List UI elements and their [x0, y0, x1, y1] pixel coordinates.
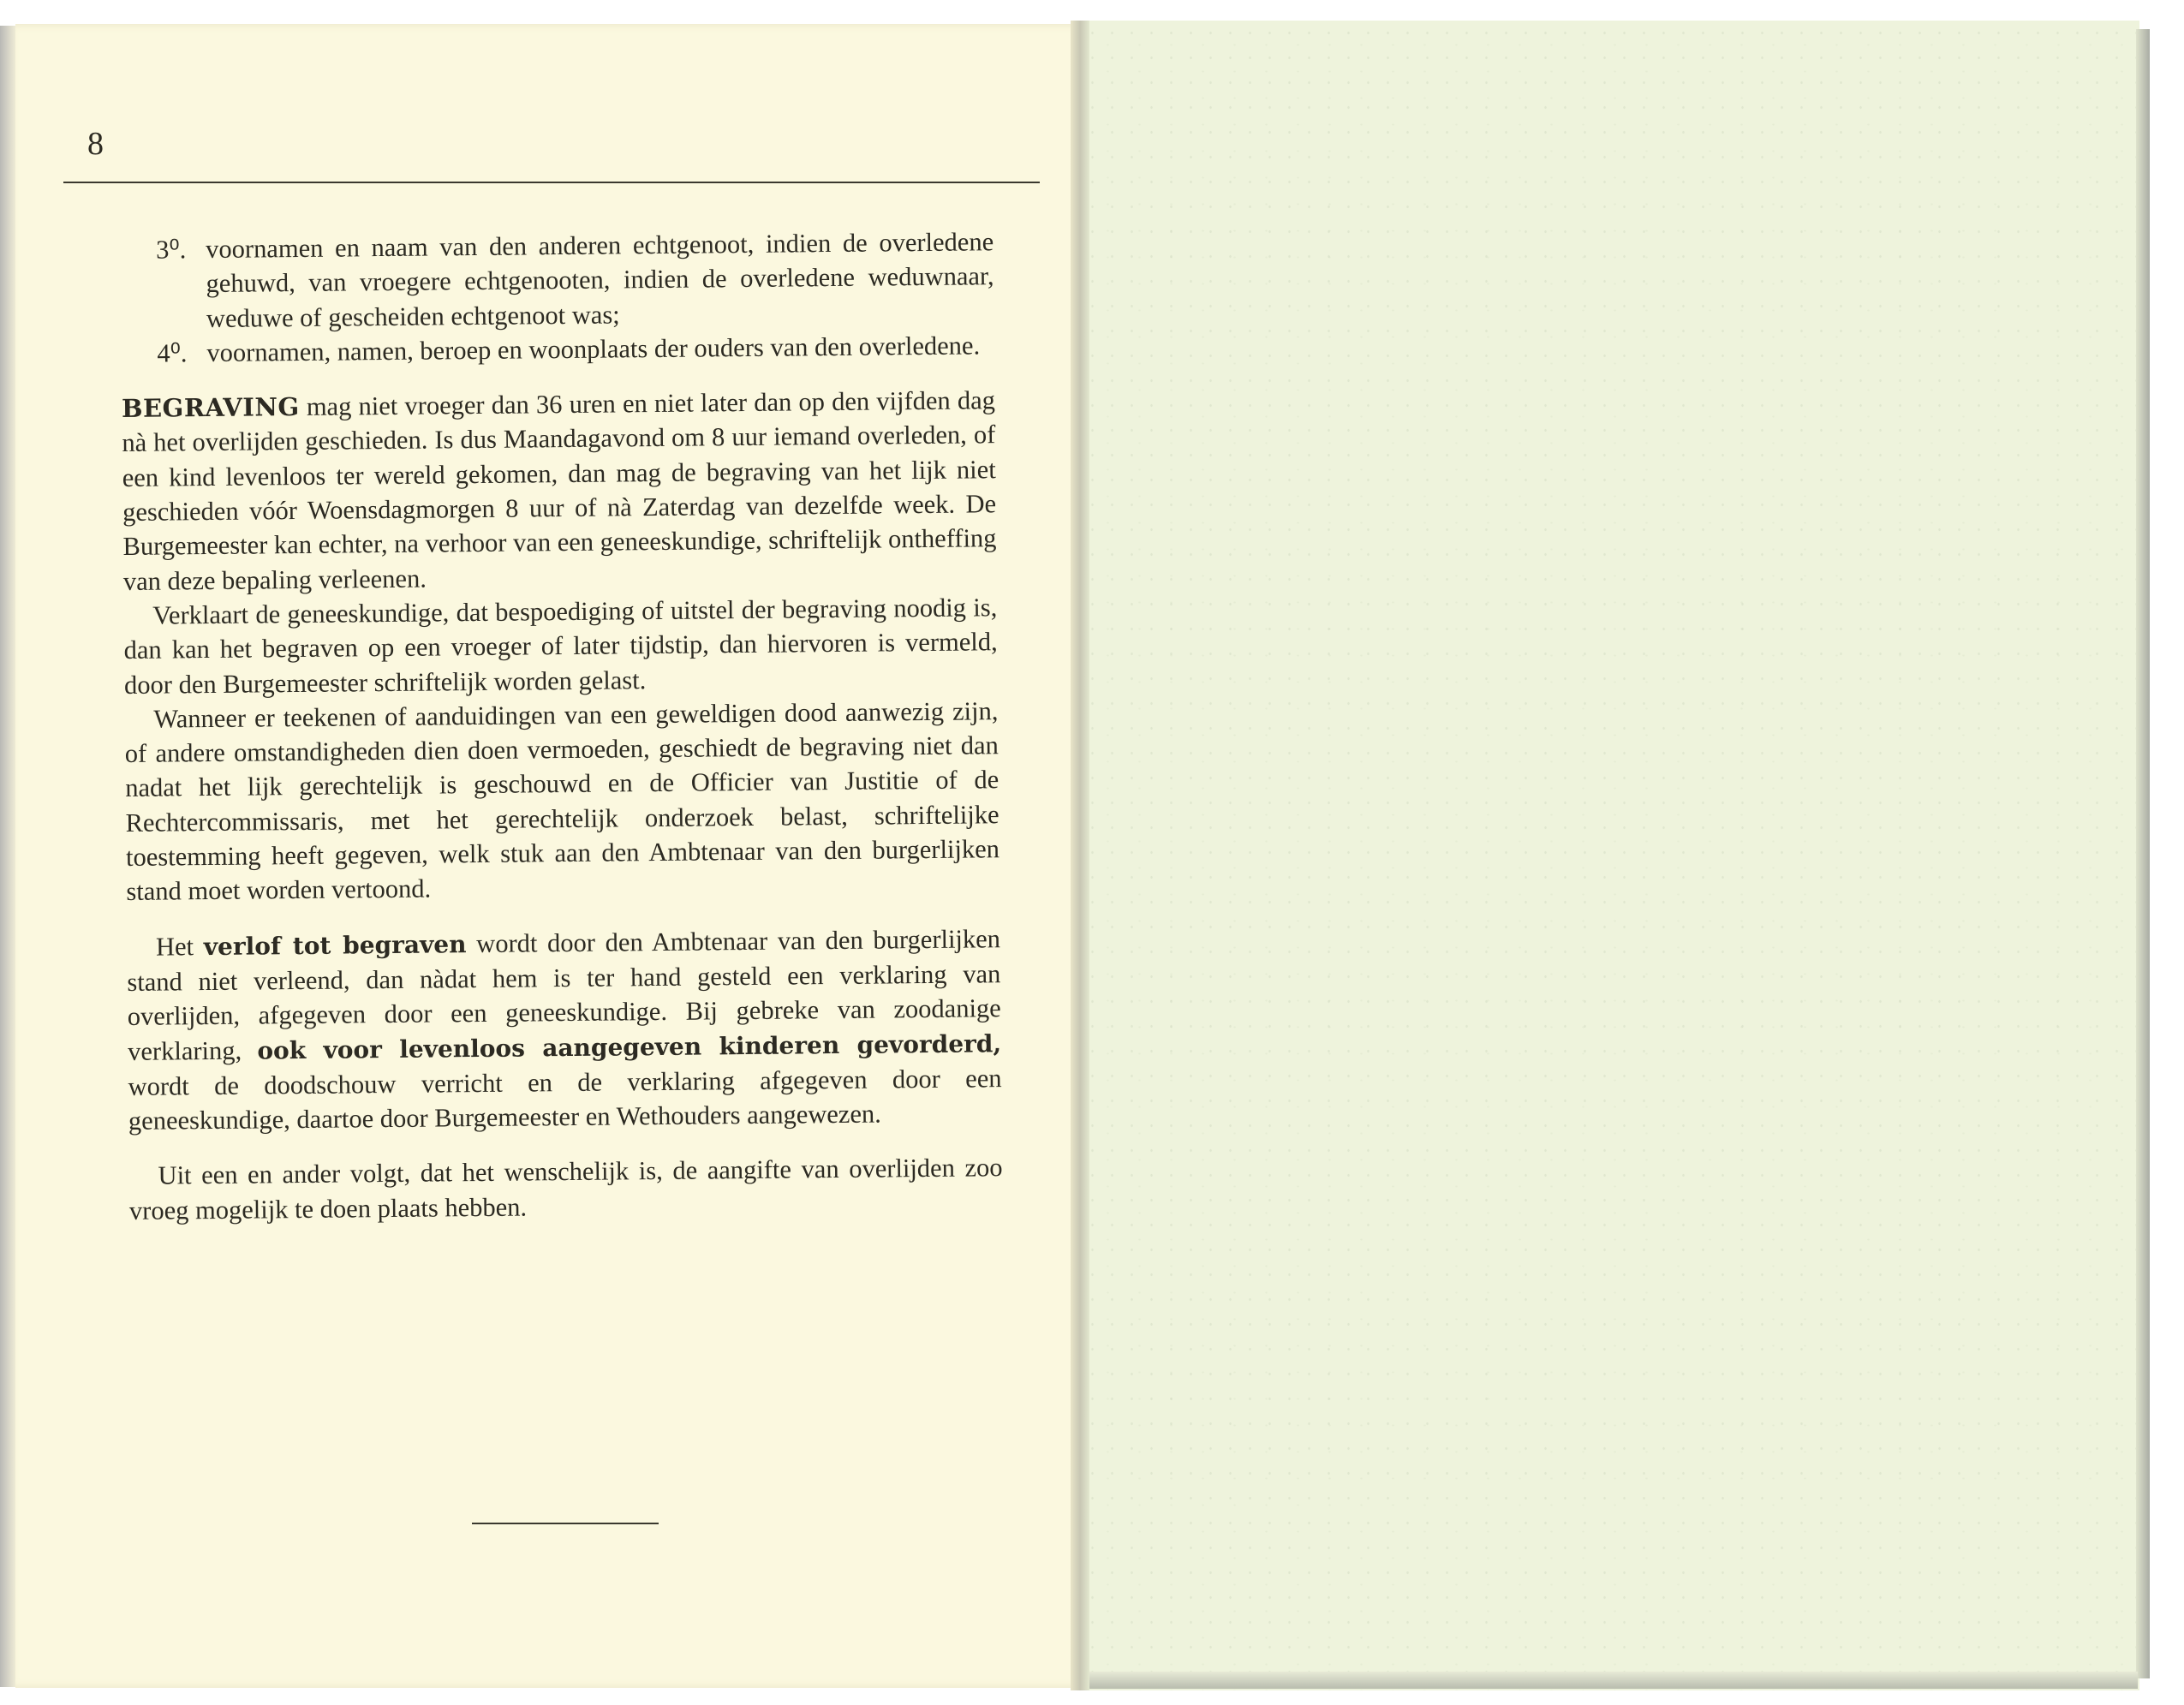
body-text: [120, 224, 1003, 1228]
blank-right-page: [1081, 21, 2139, 1690]
begraving-paragraph: [122, 383, 997, 599]
page-content: [15, 24, 1089, 1688]
verlof-emphasis-2: ook voor levenloos aangegeven kinderen gevorderd,: [257, 1028, 1002, 1065]
verlof-text-mid: wordt door den Ambtenaar van den burgerlijken stand niet verleend, dan nàdat hem is ter hand gesteld een verklaring van overlijden, afgegeven door een geneeskundige. Bij gebreke van zoodanige verklaring,: [127, 923, 1001, 1066]
bottom-binding: [1081, 1672, 2138, 1689]
list-item-number: 4⁰.: [157, 338, 188, 368]
verlof-paragraph: [127, 921, 1002, 1139]
booklet-spine: [1071, 21, 1089, 1690]
list-item-text: voornamen, namen, beroep en woonplaats der ouders van den overledene.: [206, 331, 981, 367]
verlof-text-pre: Het: [155, 931, 204, 962]
list-item-text: voornamen en naam van den anderen echtgenoot, indien de overledene gehuwd, van vroegere echtgenooten, indien de overledene weduwnaar, weduwe of gescheiden echtgenoot was;: [206, 227, 994, 333]
conclusion-paragraph: Uit een en ander volgt, dat het wenschelijk is, de aangifte van overlijden zoo vroeg mogelijk te doen plaats hebben.: [128, 1153, 1003, 1225]
header-rule: [63, 182, 1040, 183]
verlof-emphasis: verlof tot begraven: [203, 929, 467, 961]
booklet-right-edge: [2136, 29, 2150, 1678]
page-number: 8: [87, 126, 104, 162]
wanneer-paragraph: Wanneer er teekenen of aanduidingen van een geweldigen dood aanwezig zijn, of andere omstandigheden dien doen vermoeden, geschiedt de begraving niet dan nadat het lijk gerechtelijk is geschouwd en de Officier van Justitie of de Rechtercommissaris, met het gerechtelijk onderzoek belast, schriftelijke toestemming heeft gegeven, welk stuk aan den Ambtenaar van den burgerlijken stand moet worden vertoond.: [124, 696, 1000, 907]
verklaart-paragraph: Verklaart de geneeskundige, dat bespoediging of uitstel der begraving noodig is, dan kan het begraven op een vroeger of later tijdstip, dan hiervoren is vermeld, door den Burgemeester schriftelijk worden gelast.: [123, 593, 998, 700]
list-item: [120, 224, 994, 337]
list-item: [121, 328, 994, 371]
verlof-text-post: wordt de doodschouw verricht en de verklaring afgegeven door een geneeskundige, daartoe door Burgemeester en Wethouders aangewezen.: [128, 1063, 1002, 1136]
end-rule: [472, 1523, 659, 1524]
printed-left-page: [15, 24, 1089, 1688]
booklet-left-edge: [0, 26, 17, 1687]
begraving-heading: BEGRAVING: [121, 392, 300, 424]
begraving-text: mag niet vroeger dan 36 uren en niet later dan op den vijfden dag nà het overlijden geschieden. Is dus Maandagavond om 8 uur iemand overleden, of een kind levenloos ter wereld gekomen, dan mag de begraving van het lijk niet geschieden vóór Woensdagmorgen 8 uur of nà Zaterdag van dezelfde week. De Burgemeester kan echter, na verhoor van een geneeskundige, schriftelijk ontheffing van deze bepaling verleenen.: [122, 385, 997, 596]
list-item-number: 3⁰.: [156, 235, 187, 265]
